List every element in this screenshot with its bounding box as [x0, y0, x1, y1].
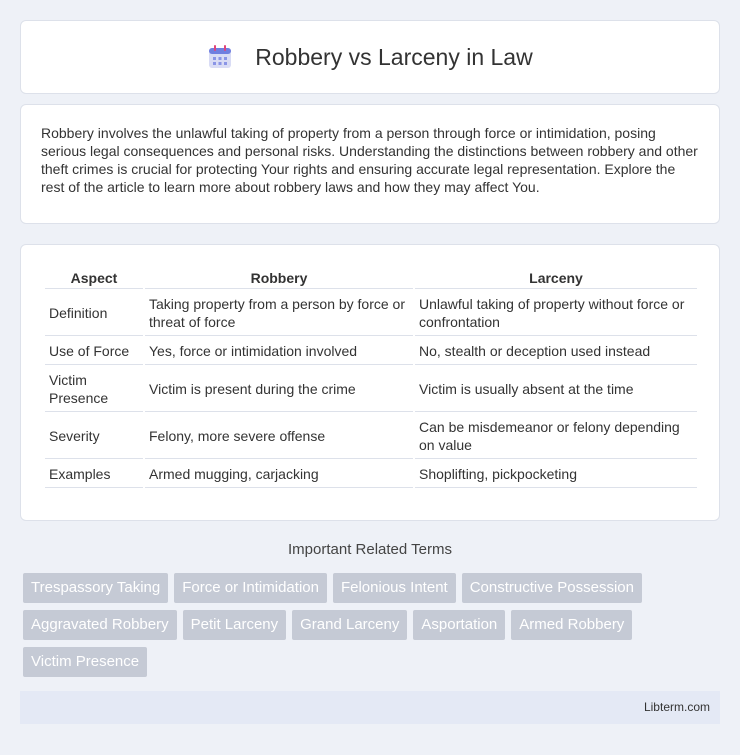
aspect-cell: Severity: [45, 414, 143, 459]
intro-card: [20, 104, 720, 224]
header-larceny: Larceny: [415, 267, 697, 289]
term-tag[interactable]: Asportation: [413, 610, 505, 640]
footer-link[interactable]: Libterm.com: [643, 700, 710, 714]
page-title: Robbery vs Larceny in Law: [255, 43, 533, 70]
header-aspect: Aspect: [45, 267, 143, 289]
table-header-row: [45, 267, 697, 289]
table-row: [45, 291, 697, 336]
larceny-cell: Shoplifting, pickpocketing: [415, 461, 697, 488]
table-row: [45, 461, 697, 488]
intro-text: Robbery involves the unlawful taking of property from a person through force or intimidation, posing serious legal consequences and personal risks. Understanding the distinctions between robbery and other theft crimes is crucial for protecting Your rights and ensuring accurate legal representation. Explore the rest of the article to learn more about robbery laws and how they may affect You.: [41, 125, 698, 195]
larceny-cell: Can be misdemeanor or felony depending on value: [415, 414, 697, 459]
aspect-cell: Examples: [45, 461, 143, 488]
larceny-cell: Victim is usually absent at the time: [415, 367, 697, 412]
footer: [20, 691, 720, 724]
robbery-cell: Armed mugging, carjacking: [145, 461, 413, 488]
term-tag[interactable]: Armed Robbery: [511, 610, 632, 640]
related-terms-title: Important Related Terms: [288, 541, 452, 558]
term-tag[interactable]: Aggravated Robbery: [23, 610, 177, 640]
term-tag[interactable]: Trespassory Taking: [23, 573, 168, 603]
header-robbery: Robbery: [145, 267, 413, 289]
robbery-cell: Felony, more severe offense: [145, 414, 413, 459]
robbery-cell: Victim is present during the crime: [145, 367, 413, 412]
header-card: [20, 20, 720, 94]
term-tag[interactable]: Felonious Intent: [333, 573, 456, 603]
robbery-cell: Yes, force or intimidation involved: [145, 338, 413, 365]
aspect-cell: Victim Presence: [45, 367, 143, 412]
larceny-cell: No, stealth or deception used instead: [415, 338, 697, 365]
term-tag[interactable]: Constructive Possession: [462, 573, 642, 603]
term-tag[interactable]: Petit Larceny: [183, 610, 287, 640]
aspect-cell: Definition: [45, 291, 143, 336]
robbery-cell: Taking property from a person by force or threat of force: [145, 291, 413, 336]
calendar-icon: [207, 44, 233, 70]
table-row: [45, 367, 697, 412]
related-terms-list: [23, 573, 723, 684]
larceny-cell: Unlawful taking of property without force or confrontation: [415, 291, 697, 336]
term-tag[interactable]: Victim Presence: [23, 647, 147, 677]
table-row: [45, 414, 697, 459]
comparison-card: [20, 244, 720, 521]
table-row: [45, 338, 697, 365]
aspect-cell: Use of Force: [45, 338, 143, 365]
term-tag[interactable]: Force or Intimidation: [174, 573, 327, 603]
comparison-table: [43, 265, 699, 490]
term-tag[interactable]: Grand Larceny: [292, 610, 407, 640]
